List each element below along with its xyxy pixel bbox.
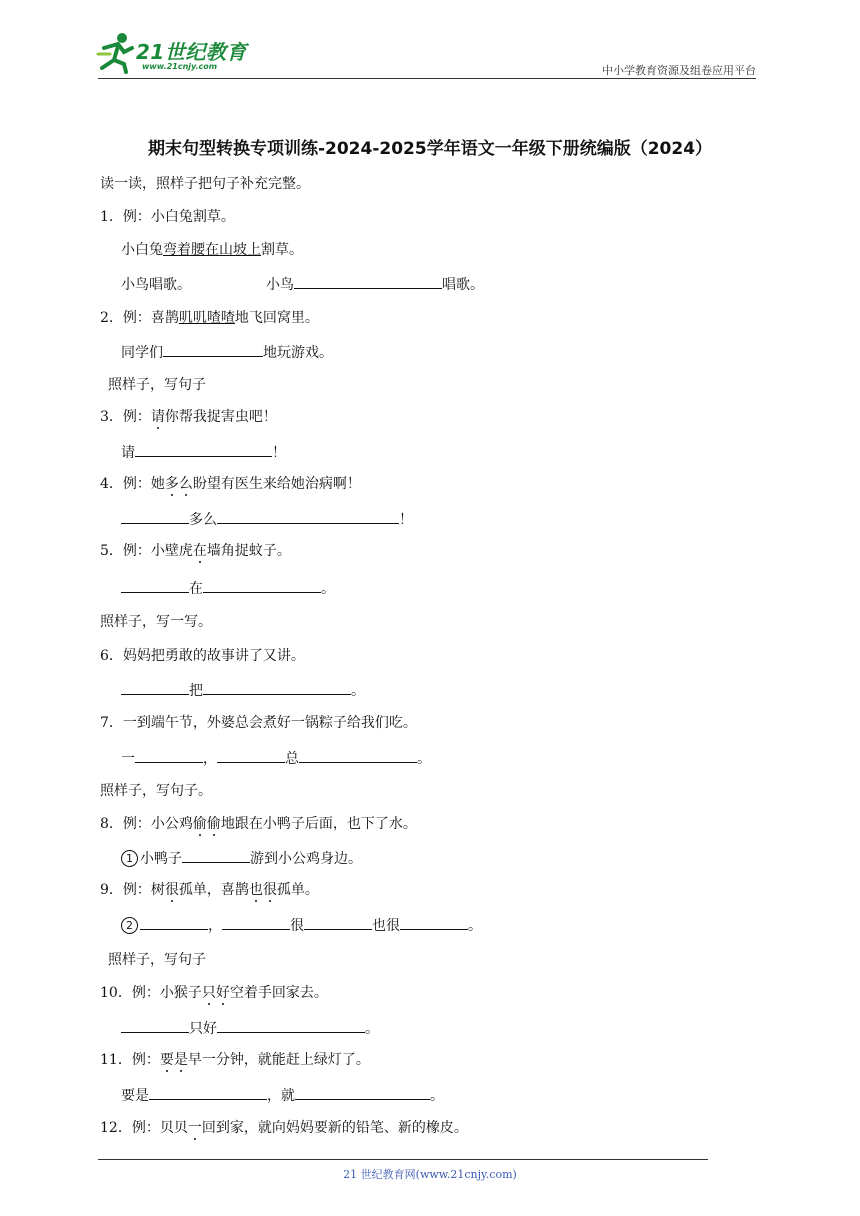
text: 要是 xyxy=(121,1088,149,1104)
text: 盼望有医生来给她治病啊！ xyxy=(192,476,361,492)
question-8 xyxy=(100,814,417,834)
question-6: 6．妈妈把勇敢的故事讲了又讲。 xyxy=(100,648,305,664)
answer-blank[interactable] xyxy=(295,1085,430,1100)
answer-blank[interactable] xyxy=(163,342,263,357)
answer-blank[interactable] xyxy=(140,915,208,930)
question-6-prompt xyxy=(121,680,365,701)
text: 一 xyxy=(121,751,135,767)
question-3-prompt xyxy=(121,442,286,463)
dotted-char: 偷 xyxy=(192,816,207,832)
question-7-prompt xyxy=(121,748,431,769)
text: 4．例：她 xyxy=(100,476,165,492)
answer-blank[interactable] xyxy=(203,680,351,695)
text: 小鸟 xyxy=(266,277,294,293)
logo-text: 21世纪教育 xyxy=(136,40,247,64)
text: 也很 xyxy=(372,918,400,934)
question-8-prompt xyxy=(121,848,362,869)
instruction-write: 照样子，写句子。 xyxy=(100,783,212,799)
text: ！ xyxy=(399,512,413,528)
answer-blank[interactable] xyxy=(217,509,399,524)
answer-blank[interactable] xyxy=(121,1018,189,1033)
circled-number: 1 xyxy=(121,850,138,867)
text: 。 xyxy=(468,918,482,934)
footer-divider xyxy=(98,1159,708,1160)
runner-icon xyxy=(96,30,136,74)
instruction-write: 照样子，写一写。 xyxy=(100,614,212,630)
answer-blank[interactable] xyxy=(217,748,285,763)
text: 你帮我捉害虫吧！ xyxy=(164,409,277,425)
text: 总 xyxy=(285,751,299,767)
text: 在 xyxy=(189,581,203,597)
dotted-char: 偷 xyxy=(206,816,221,832)
answer-blank[interactable] xyxy=(299,748,417,763)
dotted-char: 要 xyxy=(159,1052,174,1068)
dotted-char: 只 xyxy=(201,985,216,1001)
dotted-char: 多 xyxy=(164,476,179,492)
text: 地跟在小鸭子后面，也下了水。 xyxy=(220,816,417,832)
question-9-prompt xyxy=(121,915,482,936)
dotted-char: 也 xyxy=(248,882,263,898)
text: 。 xyxy=(430,1088,444,1104)
question-5-prompt xyxy=(121,578,335,599)
answer-blank[interactable] xyxy=(304,915,372,930)
text: 9．例：树 xyxy=(100,882,165,898)
circled-number: 2 xyxy=(121,917,138,934)
question-4 xyxy=(100,474,361,494)
header-platform-text: 中小学教育资源及组卷应用平台 xyxy=(602,64,756,77)
question-2 xyxy=(100,308,319,328)
text: 。 xyxy=(321,581,335,597)
text: 8．例：小公鸡 xyxy=(100,816,193,832)
instruction-write: 照样子，写句子 xyxy=(108,952,206,968)
text: 。 xyxy=(351,683,365,699)
text: 12．例：贝贝 xyxy=(100,1120,188,1136)
answer-blank[interactable] xyxy=(135,748,203,763)
answer-blank[interactable] xyxy=(203,578,321,593)
logo-url: www.21cnjy.com xyxy=(142,62,218,71)
text: 2．例：喜鹊 xyxy=(100,310,179,326)
text: 3．例： xyxy=(100,409,151,425)
dotted-char: 一 xyxy=(187,1120,202,1136)
dotted-char: 好 xyxy=(215,985,230,1001)
instruction-write: 照样子，写句子 xyxy=(108,377,206,393)
text: 孤单。 xyxy=(276,882,319,898)
underlined-text: 叽叽喳喳 xyxy=(178,310,235,326)
dotted-char: 在 xyxy=(192,543,207,559)
text: ， xyxy=(203,751,217,767)
text: 唱歌。 xyxy=(442,277,484,293)
text: ， xyxy=(208,918,222,934)
question-5 xyxy=(100,541,291,561)
text: 很 xyxy=(290,918,304,934)
question-4-prompt xyxy=(121,509,413,530)
text: 只好 xyxy=(189,1021,217,1037)
text: ！ xyxy=(272,445,286,461)
question-1: 1．例：小白兔割草。 xyxy=(100,209,235,225)
text: 墙角捉蚊子。 xyxy=(206,543,291,559)
dotted-char: 么 xyxy=(178,476,193,492)
answer-blank[interactable] xyxy=(121,509,189,524)
text: 10．例：小猴子 xyxy=(100,985,202,1001)
text: 同学们 xyxy=(121,345,163,361)
text: 游到小公鸡身边。 xyxy=(250,851,362,867)
question-1-example xyxy=(121,240,303,260)
header-divider xyxy=(98,78,756,79)
text: 多么 xyxy=(189,512,217,528)
question-1-prompt xyxy=(121,274,484,295)
question-10-prompt xyxy=(121,1018,379,1039)
answer-blank[interactable] xyxy=(135,442,272,457)
text: 11．例： xyxy=(100,1052,160,1068)
text: 空着手回家去。 xyxy=(229,985,328,1001)
text: 5．例：小壁虎 xyxy=(100,543,193,559)
answer-blank[interactable] xyxy=(400,915,468,930)
text: 小鸟唱歌。 xyxy=(121,277,191,293)
text: 割草。 xyxy=(261,242,303,258)
text: 回到家，就向妈妈要新的铅笔、新的橡皮。 xyxy=(201,1120,468,1136)
dotted-char: 是 xyxy=(173,1052,188,1068)
question-7: 7．一到端午节，外婆总会煮好一锅粽子给我们吃。 xyxy=(100,715,417,731)
question-11 xyxy=(100,1050,370,1070)
question-2-prompt xyxy=(121,342,333,363)
site-logo xyxy=(96,30,266,76)
question-10 xyxy=(100,983,328,1003)
dotted-char: 请 xyxy=(150,409,165,425)
text: 小鸭子 xyxy=(140,851,182,867)
text: 小白兔 xyxy=(121,242,163,258)
text: ，就 xyxy=(267,1088,295,1104)
answer-blank[interactable] xyxy=(217,1018,365,1033)
answer-blank[interactable] xyxy=(149,1085,267,1100)
answer-blank[interactable] xyxy=(182,848,250,863)
instruction-read: 读一读，照样子把句子补充完整。 xyxy=(100,176,310,192)
text: 把 xyxy=(189,683,203,699)
text: 地飞回窝里。 xyxy=(234,310,319,326)
footer-text[interactable]: 21 世纪教育网(www.21cnjy.com) xyxy=(343,1168,517,1181)
text: 地玩游戏。 xyxy=(263,345,333,361)
question-9 xyxy=(100,880,319,900)
question-3 xyxy=(100,407,277,427)
text: 孤单，喜鹊 xyxy=(178,882,249,898)
underlined-text: 弯着腰在山坡上 xyxy=(163,242,261,258)
answer-blank[interactable] xyxy=(294,274,442,289)
question-11-prompt xyxy=(121,1085,444,1106)
text: 。 xyxy=(417,751,431,767)
answer-blank[interactable] xyxy=(222,915,290,930)
answer-blank[interactable] xyxy=(121,578,189,593)
answer-blank[interactable] xyxy=(121,680,189,695)
text: 。 xyxy=(365,1021,379,1037)
dotted-char: 很 xyxy=(164,882,179,898)
dotted-char: 很 xyxy=(262,882,277,898)
page-title: 期末句型转换专项训练-2024-2025学年语文一年级下册统编版（2024） xyxy=(147,139,713,159)
question-12 xyxy=(100,1118,468,1138)
text: 请 xyxy=(121,445,135,461)
text: 早一分钟，就能赶上绿灯了。 xyxy=(187,1052,370,1068)
